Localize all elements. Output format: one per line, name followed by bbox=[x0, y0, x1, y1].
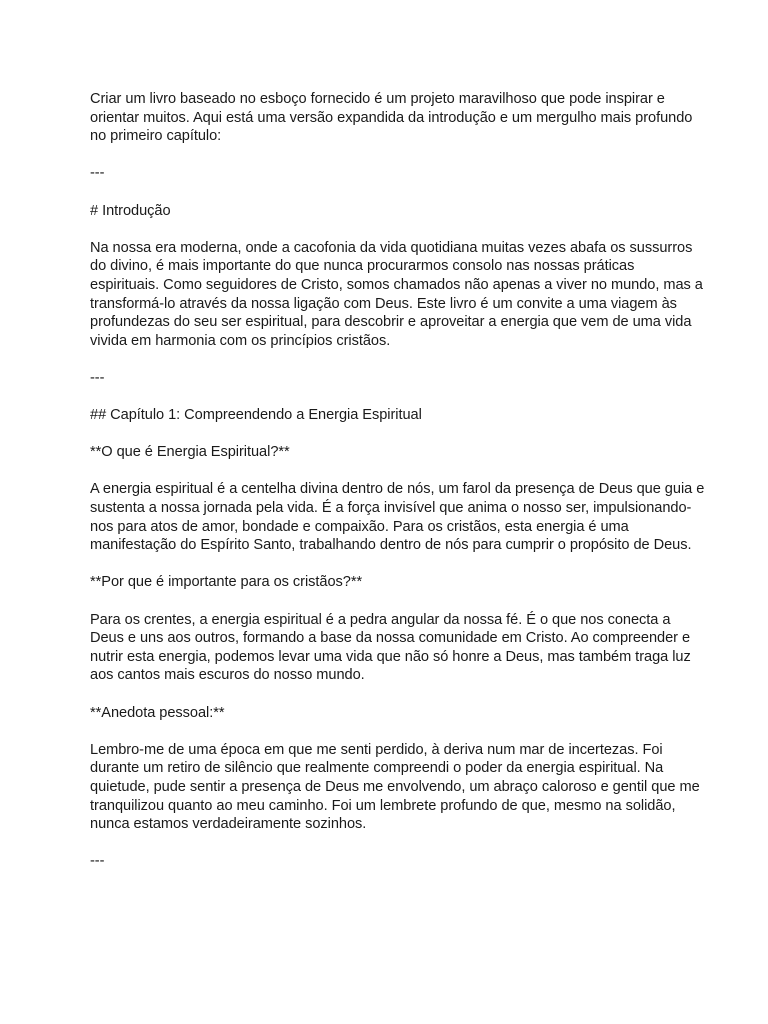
text-line: Deus e uns aos outros, formando a base da nossa comunidade em Cristo. Ao compreender e bbox=[90, 630, 691, 647]
text-line: durante um retiro de silêncio que realmente compreendi o poder da energia espiritual. Na bbox=[90, 760, 664, 777]
text-line: vivida em harmonia com os princípios cristãos. bbox=[90, 332, 391, 349]
document-page bbox=[90, 90, 705, 890]
paragraph bbox=[90, 369, 688, 388]
text-line: transformá-lo através da nossa ligação com Deus. Este livro é um convite a uma viagem às bbox=[90, 295, 677, 312]
text-line: nos para atos de amor, bondade e compaixão. Para os cristãos, esta energia é uma bbox=[90, 518, 629, 535]
text-line: # Introdução bbox=[90, 202, 171, 219]
text-line: nutrir esta energia, podemos levar uma vida que não só honre a Deus, mas também traga luz bbox=[90, 648, 691, 665]
text-line: do divino, é mais importante do que nunca procurarmos consolo nas nossas práticas bbox=[90, 258, 635, 275]
paragraph bbox=[90, 164, 688, 183]
text-line: Para os crentes, a energia espiritual é a pedra angular da nossa fé. É o que nos conecta a bbox=[90, 611, 671, 628]
paragraph bbox=[90, 852, 688, 871]
text-line: A energia espiritual é a centelha divina dentro de nós, um farol da presença de Deus que guia e bbox=[90, 481, 705, 498]
text-line: orientar muitos. Aqui está uma versão expandida da introdução e um mergulho mais profundo bbox=[90, 109, 693, 126]
text-line: aos cantos mais escuros do nosso mundo. bbox=[90, 667, 365, 684]
text-line: Lembro-me de uma época em que me senti perdido, à deriva num mar de incertezas. Foi bbox=[90, 741, 663, 758]
paragraph bbox=[90, 704, 688, 723]
text-line: --- bbox=[90, 853, 105, 870]
paragraph bbox=[90, 406, 688, 425]
paragraph bbox=[90, 741, 700, 834]
text-line: **O que é Energia Espiritual?** bbox=[90, 444, 290, 461]
text-line: no primeiro capítulo: bbox=[90, 128, 222, 145]
text-line: espirituais. Como seguidores de Cristo, somos chamados não apenas a viver no mundo, mas a bbox=[90, 276, 703, 293]
text-line: nunca estamos verdadeiramente sozinhos. bbox=[90, 816, 367, 833]
text-line: ## Capítulo 1: Compreendendo a Energia Espiritual bbox=[90, 407, 422, 424]
text-line: tranquilizou quanto ao meu caminho. Foi um lembrete profundo de que, mesmo na solidão, bbox=[90, 797, 676, 814]
text-line: profundezas do seu ser espiritual, para descobrir e aproveitar a energia que vem de uma vida bbox=[90, 314, 692, 331]
paragraph bbox=[90, 239, 703, 351]
paragraph bbox=[90, 443, 688, 462]
paragraph bbox=[90, 480, 705, 554]
text-line: quietude, pude sentir a presença de Deus me envolvendo, um abraço caloroso e gentil que me bbox=[90, 778, 700, 795]
text-line: Na nossa era moderna, onde a cacofonia da vida quotidiana muitas vezes abafa os sussurros bbox=[90, 239, 693, 256]
text-line: --- bbox=[90, 369, 105, 386]
text-line: **Por que é importante para os cristãos?** bbox=[90, 574, 363, 591]
paragraph bbox=[90, 202, 688, 221]
text-line: manifestação do Espírito Santo, trabalhando dentro de nós para cumprir o propósito de Deus. bbox=[90, 537, 692, 554]
paragraph bbox=[90, 611, 691, 685]
text-line: Criar um livro baseado no esboço fornecido é um projeto maravilhoso que pode inspirar e bbox=[90, 91, 665, 107]
text-line: **Anedota pessoal:** bbox=[90, 704, 225, 721]
text-line: --- bbox=[90, 165, 105, 182]
text-line: sustenta a nossa jornada pela vida. É a força invisível que anima o nosso ser, impulsionando- bbox=[90, 500, 692, 517]
paragraph bbox=[90, 573, 688, 592]
paragraph bbox=[90, 90, 693, 146]
